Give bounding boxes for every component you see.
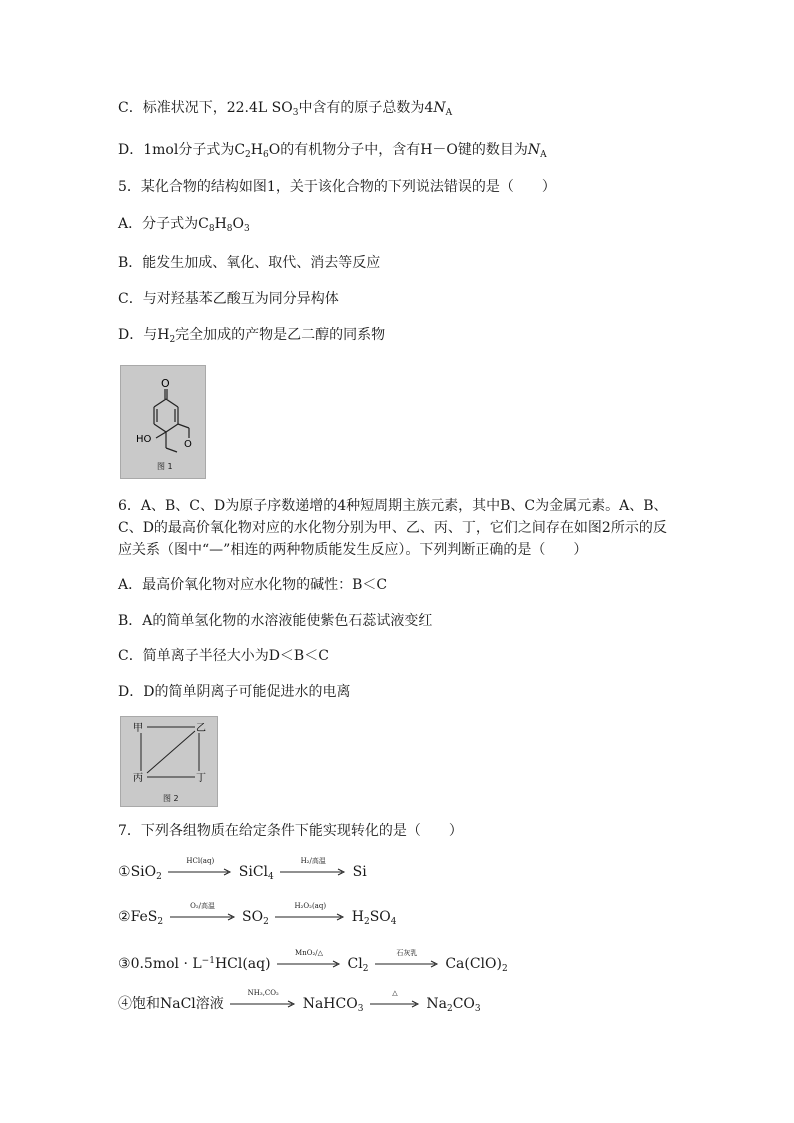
node-yi: 乙 (196, 723, 206, 734)
q7-route-4: ④饱和NaCl溶液 NH₃,CO₂ NaHCO$_3$ △ $Na_2CO_3$ (118, 989, 481, 1014)
oxo-label: O (161, 377, 170, 390)
node-jia: 甲 (133, 723, 143, 734)
q5-option-b: B．能发生加成、氧化、取代、消去等反应 (118, 255, 381, 271)
q5-option-c: C．与对羟基苯乙酸互为同分异构体 (118, 291, 339, 307)
q7-route-3: ③0.5mol · $L^{-1}HCl(aq)$ MnO₂/△ $Cl_2$ 石灰乳 $Ca(ClO)_2$ (118, 949, 508, 974)
arrow-icon: NH₃,CO₂ (230, 1000, 296, 1008)
q7-route-2: ②FeS$_2$ O₂/高温 $SO_2$ H₂O₂(aq) $H_2SO_4$ (118, 902, 397, 927)
arrow-icon: H₂/高温 (280, 868, 346, 876)
arrow-icon: HCl(aq) (168, 868, 232, 876)
arrow-icon: 石灰乳 (375, 960, 439, 968)
q7-route-1: ①SiO$_2$ HCl(aq) SiCl$_4$ H₂/高温 Si (118, 857, 367, 882)
q4-option-d: D．1mol分子式为$C_2H_6O$的有机物分子中，含有H－O键的数目为$N_A$ (118, 142, 547, 160)
arrow-icon: △ (370, 1000, 420, 1008)
figure-2-caption: 图 2 (163, 794, 179, 803)
hydroxyl-label: HO (136, 434, 152, 445)
q5-option-a: A．分子式为$C_8H_8O_3$ (118, 216, 250, 234)
arrow-icon: MnO₂/△ (277, 960, 341, 968)
figure-1-caption: 图 1 (157, 462, 173, 471)
node-bing: 丙 (133, 773, 143, 784)
q4-option-c: C．标准状况下，22.4L $SO_3$中含有的原子总数为$4N_A$ (118, 100, 453, 118)
q7-stem: 7．下列各组物质在给定条件下能实现转化的是（ ） (118, 823, 463, 839)
q6-option-a: A．最高价氧化物对应水化物的碱性：B＜C (118, 577, 388, 593)
q5-stem: 5．某化合物的结构如图1，关于该化合物的下列说法错误的是（ ） (118, 179, 556, 195)
q6-option-c: C．简单离子半径大小为D＜B＜C (118, 648, 329, 664)
node-ding: 丁 (196, 773, 206, 784)
figure-1-structure (120, 365, 206, 479)
arrow-icon: H₂O₂(aq) (275, 913, 345, 921)
q6-option-d: D．D的简单阴离子可能促进水的电离 (118, 684, 351, 700)
q5-option-d: D．与$H_2$完全加成的产物是乙二醇的同系物 (118, 327, 386, 345)
ether-label: O (184, 439, 192, 450)
figure-2-relation (120, 716, 218, 807)
q6-stem: 6．A、B、C、D为原子序数递增的4种短周期主族元素，其中B、C为金属元素。A、B、C、D的最高价氧化物对应的水化物分别为甲、乙、丙、丁，它们之间存在如图2所示的反应关系（图中“—”相连的两种物质能发生反应）。下列判断正确的是（ ） (118, 498, 668, 558)
arrow-icon: O₂/高温 (170, 913, 236, 921)
q6-option-b: B．A的简单氢化物的水溶液能使紫色石蕊试液变红 (118, 613, 433, 629)
